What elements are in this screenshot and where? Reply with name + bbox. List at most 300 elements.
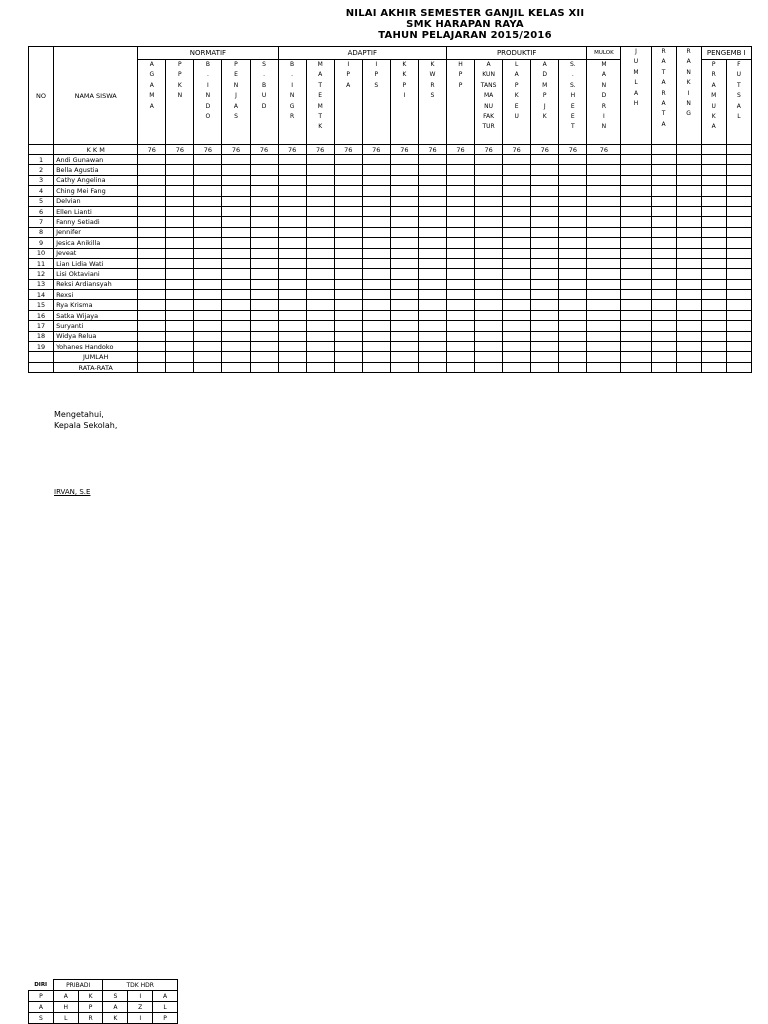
grade-cell[interactable] xyxy=(138,331,166,341)
grade-cell[interactable] xyxy=(475,331,503,341)
grade-cell[interactable] xyxy=(559,196,587,206)
grade-cell[interactable] xyxy=(222,217,250,227)
grade-cell[interactable] xyxy=(334,279,362,289)
grade-cell[interactable] xyxy=(587,186,621,196)
grade-cell[interactable] xyxy=(166,342,194,352)
grade-cell[interactable] xyxy=(222,206,250,216)
grade-cell[interactable] xyxy=(676,269,701,279)
grade-cell[interactable] xyxy=(278,217,306,227)
grade-cell[interactable] xyxy=(138,248,166,258)
grade-cell[interactable] xyxy=(362,165,390,175)
grade-cell[interactable] xyxy=(559,165,587,175)
grade-cell[interactable] xyxy=(166,165,194,175)
grade-cell[interactable] xyxy=(222,290,250,300)
grade-cell[interactable] xyxy=(362,342,390,352)
grade-cell[interactable] xyxy=(701,175,726,185)
grade-cell[interactable] xyxy=(587,310,621,320)
grade-cell[interactable] xyxy=(531,290,559,300)
grade-cell[interactable] xyxy=(166,175,194,185)
grade-cell[interactable] xyxy=(222,248,250,258)
grade-cell[interactable] xyxy=(676,186,701,196)
grade-cell[interactable] xyxy=(726,342,751,352)
grade-cell[interactable] xyxy=(621,310,651,320)
grade-cell[interactable] xyxy=(418,321,446,331)
grade-cell[interactable] xyxy=(250,279,278,289)
grade-cell[interactable] xyxy=(278,279,306,289)
grade-cell[interactable] xyxy=(250,290,278,300)
grade-cell[interactable] xyxy=(418,331,446,341)
grade-cell[interactable] xyxy=(676,227,701,237)
grade-cell[interactable] xyxy=(306,227,334,237)
grade-cell[interactable] xyxy=(166,155,194,165)
grade-cell[interactable] xyxy=(334,196,362,206)
grade-cell[interactable] xyxy=(166,206,194,216)
grade-cell[interactable] xyxy=(587,206,621,216)
grade-cell[interactable] xyxy=(475,269,503,279)
grade-cell[interactable] xyxy=(676,321,701,331)
grade-cell[interactable] xyxy=(390,175,418,185)
grade-cell[interactable] xyxy=(531,269,559,279)
grade-cell[interactable] xyxy=(726,279,751,289)
grade-cell[interactable] xyxy=(306,310,334,320)
grade-cell[interactable] xyxy=(503,300,531,310)
grade-cell[interactable] xyxy=(222,175,250,185)
grade-cell[interactable] xyxy=(194,165,222,175)
grade-cell[interactable] xyxy=(194,186,222,196)
grade-cell[interactable] xyxy=(531,175,559,185)
grade-cell[interactable] xyxy=(651,227,676,237)
grade-cell[interactable] xyxy=(651,279,676,289)
grade-cell[interactable] xyxy=(726,217,751,227)
grade-cell[interactable] xyxy=(621,321,651,331)
grade-cell[interactable] xyxy=(222,186,250,196)
grade-cell[interactable] xyxy=(701,279,726,289)
grade-cell[interactable] xyxy=(306,175,334,185)
grade-cell[interactable] xyxy=(587,248,621,258)
grade-cell[interactable] xyxy=(306,165,334,175)
grade-cell[interactable] xyxy=(559,310,587,320)
grade-cell[interactable] xyxy=(222,196,250,206)
grade-cell[interactable] xyxy=(503,165,531,175)
grade-cell[interactable] xyxy=(621,196,651,206)
grade-cell[interactable] xyxy=(250,206,278,216)
grade-cell[interactable] xyxy=(676,238,701,248)
grade-cell[interactable] xyxy=(475,155,503,165)
grade-cell[interactable] xyxy=(278,331,306,341)
grade-cell[interactable] xyxy=(475,342,503,352)
grade-cell[interactable] xyxy=(390,279,418,289)
grade-cell[interactable] xyxy=(503,238,531,248)
grade-cell[interactable] xyxy=(138,310,166,320)
grade-cell[interactable] xyxy=(651,300,676,310)
grade-cell[interactable] xyxy=(726,269,751,279)
grade-cell[interactable] xyxy=(559,175,587,185)
grade-cell[interactable] xyxy=(138,206,166,216)
grade-cell[interactable] xyxy=(475,206,503,216)
grade-cell[interactable] xyxy=(278,196,306,206)
grade-cell[interactable] xyxy=(390,269,418,279)
grade-cell[interactable] xyxy=(676,258,701,268)
grade-cell[interactable] xyxy=(701,248,726,258)
grade-cell[interactable] xyxy=(390,248,418,258)
grade-cell[interactable] xyxy=(531,248,559,258)
grade-cell[interactable] xyxy=(587,165,621,175)
grade-cell[interactable] xyxy=(138,300,166,310)
grade-cell[interactable] xyxy=(418,206,446,216)
grade-cell[interactable] xyxy=(587,175,621,185)
grade-cell[interactable] xyxy=(475,321,503,331)
grade-cell[interactable] xyxy=(138,238,166,248)
grade-cell[interactable] xyxy=(362,279,390,289)
grade-cell[interactable] xyxy=(531,165,559,175)
grade-cell[interactable] xyxy=(701,196,726,206)
grade-cell[interactable] xyxy=(418,238,446,248)
grade-cell[interactable] xyxy=(531,258,559,268)
grade-cell[interactable] xyxy=(503,175,531,185)
grade-cell[interactable] xyxy=(559,155,587,165)
grade-cell[interactable] xyxy=(306,206,334,216)
grade-cell[interactable] xyxy=(475,165,503,175)
grade-cell[interactable] xyxy=(676,248,701,258)
grade-cell[interactable] xyxy=(194,206,222,216)
grade-cell[interactable] xyxy=(194,196,222,206)
grade-cell[interactable] xyxy=(194,279,222,289)
grade-cell[interactable] xyxy=(651,310,676,320)
grade-cell[interactable] xyxy=(222,310,250,320)
grade-cell[interactable] xyxy=(390,300,418,310)
grade-cell[interactable] xyxy=(362,290,390,300)
grade-cell[interactable] xyxy=(138,227,166,237)
grade-cell[interactable] xyxy=(587,217,621,227)
grade-cell[interactable] xyxy=(701,331,726,341)
grade-cell[interactable] xyxy=(503,342,531,352)
grade-cell[interactable] xyxy=(138,155,166,165)
grade-cell[interactable] xyxy=(651,155,676,165)
grade-cell[interactable] xyxy=(651,290,676,300)
grade-cell[interactable] xyxy=(250,300,278,310)
grade-cell[interactable] xyxy=(676,310,701,320)
grade-cell[interactable] xyxy=(418,175,446,185)
grade-cell[interactable] xyxy=(334,165,362,175)
grade-cell[interactable] xyxy=(138,269,166,279)
grade-cell[interactable] xyxy=(166,186,194,196)
grade-cell[interactable] xyxy=(306,196,334,206)
grade-cell[interactable] xyxy=(701,258,726,268)
grade-cell[interactable] xyxy=(222,238,250,248)
grade-cell[interactable] xyxy=(362,196,390,206)
grade-cell[interactable] xyxy=(676,300,701,310)
grade-cell[interactable] xyxy=(587,290,621,300)
grade-cell[interactable] xyxy=(306,279,334,289)
grade-cell[interactable] xyxy=(621,227,651,237)
grade-cell[interactable] xyxy=(447,196,475,206)
grade-cell[interactable] xyxy=(726,290,751,300)
grade-cell[interactable] xyxy=(447,186,475,196)
grade-cell[interactable] xyxy=(362,258,390,268)
grade-cell[interactable] xyxy=(278,206,306,216)
grade-cell[interactable] xyxy=(334,175,362,185)
grade-cell[interactable] xyxy=(531,342,559,352)
grade-cell[interactable] xyxy=(621,155,651,165)
grade-cell[interactable] xyxy=(701,269,726,279)
grade-cell[interactable] xyxy=(531,321,559,331)
grade-cell[interactable] xyxy=(676,342,701,352)
grade-cell[interactable] xyxy=(194,155,222,165)
grade-cell[interactable] xyxy=(447,238,475,248)
grade-cell[interactable] xyxy=(306,269,334,279)
grade-cell[interactable] xyxy=(390,206,418,216)
grade-cell[interactable] xyxy=(250,310,278,320)
grade-cell[interactable] xyxy=(334,331,362,341)
grade-cell[interactable] xyxy=(503,248,531,258)
grade-cell[interactable] xyxy=(531,310,559,320)
grade-cell[interactable] xyxy=(278,321,306,331)
grade-cell[interactable] xyxy=(447,248,475,258)
grade-cell[interactable] xyxy=(587,279,621,289)
grade-cell[interactable] xyxy=(531,217,559,227)
grade-cell[interactable] xyxy=(447,331,475,341)
grade-cell[interactable] xyxy=(222,300,250,310)
grade-cell[interactable] xyxy=(362,227,390,237)
grade-cell[interactable] xyxy=(701,310,726,320)
grade-cell[interactable] xyxy=(278,227,306,237)
grade-cell[interactable] xyxy=(587,196,621,206)
grade-cell[interactable] xyxy=(475,258,503,268)
grade-cell[interactable] xyxy=(194,331,222,341)
grade-cell[interactable] xyxy=(418,342,446,352)
grade-cell[interactable] xyxy=(676,175,701,185)
grade-cell[interactable] xyxy=(559,238,587,248)
grade-cell[interactable] xyxy=(250,186,278,196)
grade-cell[interactable] xyxy=(166,238,194,248)
grade-cell[interactable] xyxy=(559,342,587,352)
grade-cell[interactable] xyxy=(250,165,278,175)
grade-cell[interactable] xyxy=(726,331,751,341)
grade-cell[interactable] xyxy=(651,331,676,341)
grade-cell[interactable] xyxy=(362,300,390,310)
grade-cell[interactable] xyxy=(726,206,751,216)
grade-cell[interactable] xyxy=(676,217,701,227)
grade-cell[interactable] xyxy=(651,258,676,268)
grade-cell[interactable] xyxy=(726,196,751,206)
grade-cell[interactable] xyxy=(390,165,418,175)
grade-cell[interactable] xyxy=(531,300,559,310)
grade-cell[interactable] xyxy=(651,248,676,258)
grade-cell[interactable] xyxy=(250,269,278,279)
grade-cell[interactable] xyxy=(390,227,418,237)
grade-cell[interactable] xyxy=(194,321,222,331)
grade-cell[interactable] xyxy=(334,186,362,196)
grade-cell[interactable] xyxy=(138,342,166,352)
grade-cell[interactable] xyxy=(194,300,222,310)
grade-cell[interactable] xyxy=(701,155,726,165)
grade-cell[interactable] xyxy=(334,206,362,216)
grade-cell[interactable] xyxy=(701,342,726,352)
grade-cell[interactable] xyxy=(621,238,651,248)
grade-cell[interactable] xyxy=(390,258,418,268)
grade-cell[interactable] xyxy=(306,290,334,300)
grade-cell[interactable] xyxy=(676,331,701,341)
grade-cell[interactable] xyxy=(447,321,475,331)
grade-cell[interactable] xyxy=(306,238,334,248)
grade-cell[interactable] xyxy=(138,279,166,289)
grade-cell[interactable] xyxy=(278,290,306,300)
grade-cell[interactable] xyxy=(676,165,701,175)
grade-cell[interactable] xyxy=(447,269,475,279)
grade-cell[interactable] xyxy=(166,300,194,310)
grade-cell[interactable] xyxy=(447,300,475,310)
grade-cell[interactable] xyxy=(362,331,390,341)
grade-cell[interactable] xyxy=(621,331,651,341)
grade-cell[interactable] xyxy=(362,248,390,258)
grade-cell[interactable] xyxy=(278,155,306,165)
grade-cell[interactable] xyxy=(503,258,531,268)
grade-cell[interactable] xyxy=(447,258,475,268)
grade-cell[interactable] xyxy=(587,331,621,341)
grade-cell[interactable] xyxy=(222,331,250,341)
grade-cell[interactable] xyxy=(503,321,531,331)
grade-cell[interactable] xyxy=(166,217,194,227)
grade-cell[interactable] xyxy=(194,269,222,279)
grade-cell[interactable] xyxy=(362,206,390,216)
grade-cell[interactable] xyxy=(222,258,250,268)
grade-cell[interactable] xyxy=(447,290,475,300)
grade-cell[interactable] xyxy=(621,217,651,227)
grade-cell[interactable] xyxy=(194,175,222,185)
grade-cell[interactable] xyxy=(222,279,250,289)
grade-cell[interactable] xyxy=(138,175,166,185)
grade-cell[interactable] xyxy=(334,258,362,268)
grade-cell[interactable] xyxy=(559,217,587,227)
grade-cell[interactable] xyxy=(726,258,751,268)
grade-cell[interactable] xyxy=(390,310,418,320)
grade-cell[interactable] xyxy=(418,310,446,320)
grade-cell[interactable] xyxy=(651,186,676,196)
grade-cell[interactable] xyxy=(676,206,701,216)
grade-cell[interactable] xyxy=(701,290,726,300)
grade-cell[interactable] xyxy=(250,331,278,341)
grade-cell[interactable] xyxy=(306,258,334,268)
grade-cell[interactable] xyxy=(587,269,621,279)
grade-cell[interactable] xyxy=(250,238,278,248)
grade-cell[interactable] xyxy=(138,196,166,206)
grade-cell[interactable] xyxy=(250,217,278,227)
grade-cell[interactable] xyxy=(278,310,306,320)
grade-cell[interactable] xyxy=(701,206,726,216)
grade-cell[interactable] xyxy=(138,258,166,268)
grade-cell[interactable] xyxy=(621,175,651,185)
grade-cell[interactable] xyxy=(278,269,306,279)
grade-cell[interactable] xyxy=(418,248,446,258)
grade-cell[interactable] xyxy=(166,269,194,279)
grade-cell[interactable] xyxy=(587,227,621,237)
grade-cell[interactable] xyxy=(651,238,676,248)
grade-cell[interactable] xyxy=(701,165,726,175)
grade-cell[interactable] xyxy=(726,238,751,248)
grade-cell[interactable] xyxy=(447,227,475,237)
grade-cell[interactable] xyxy=(334,342,362,352)
grade-cell[interactable] xyxy=(390,290,418,300)
grade-cell[interactable] xyxy=(503,217,531,227)
grade-cell[interactable] xyxy=(306,300,334,310)
grade-cell[interactable] xyxy=(390,217,418,227)
grade-cell[interactable] xyxy=(531,186,559,196)
grade-cell[interactable] xyxy=(475,238,503,248)
grade-cell[interactable] xyxy=(390,331,418,341)
grade-cell[interactable] xyxy=(651,165,676,175)
grade-cell[interactable] xyxy=(447,279,475,289)
grade-cell[interactable] xyxy=(222,165,250,175)
grade-cell[interactable] xyxy=(503,269,531,279)
grade-cell[interactable] xyxy=(306,155,334,165)
grade-cell[interactable] xyxy=(531,279,559,289)
grade-cell[interactable] xyxy=(390,321,418,331)
grade-cell[interactable] xyxy=(278,248,306,258)
grade-cell[interactable] xyxy=(475,248,503,258)
grade-cell[interactable] xyxy=(531,331,559,341)
grade-cell[interactable] xyxy=(194,227,222,237)
grade-cell[interactable] xyxy=(418,279,446,289)
grade-cell[interactable] xyxy=(362,238,390,248)
grade-cell[interactable] xyxy=(278,258,306,268)
grade-cell[interactable] xyxy=(531,227,559,237)
grade-cell[interactable] xyxy=(651,175,676,185)
grade-cell[interactable] xyxy=(250,258,278,268)
grade-cell[interactable] xyxy=(362,269,390,279)
grade-cell[interactable] xyxy=(278,300,306,310)
grade-cell[interactable] xyxy=(587,155,621,165)
grade-cell[interactable] xyxy=(475,217,503,227)
grade-cell[interactable] xyxy=(222,269,250,279)
grade-cell[interactable] xyxy=(306,248,334,258)
grade-cell[interactable] xyxy=(475,227,503,237)
grade-cell[interactable] xyxy=(306,321,334,331)
grade-cell[interactable] xyxy=(362,217,390,227)
grade-cell[interactable] xyxy=(334,227,362,237)
grade-cell[interactable] xyxy=(306,331,334,341)
grade-cell[interactable] xyxy=(559,321,587,331)
grade-cell[interactable] xyxy=(651,206,676,216)
grade-cell[interactable] xyxy=(166,290,194,300)
grade-cell[interactable] xyxy=(194,248,222,258)
grade-cell[interactable] xyxy=(503,279,531,289)
grade-cell[interactable] xyxy=(559,227,587,237)
grade-cell[interactable] xyxy=(166,331,194,341)
grade-cell[interactable] xyxy=(559,279,587,289)
grade-cell[interactable] xyxy=(475,300,503,310)
grade-cell[interactable] xyxy=(447,310,475,320)
grade-cell[interactable] xyxy=(334,290,362,300)
grade-cell[interactable] xyxy=(138,290,166,300)
grade-cell[interactable] xyxy=(278,342,306,352)
grade-cell[interactable] xyxy=(475,290,503,300)
grade-cell[interactable] xyxy=(418,290,446,300)
grade-cell[interactable] xyxy=(676,290,701,300)
grade-cell[interactable] xyxy=(651,196,676,206)
grade-cell[interactable] xyxy=(334,248,362,258)
grade-cell[interactable] xyxy=(651,321,676,331)
grade-cell[interactable] xyxy=(362,310,390,320)
grade-cell[interactable] xyxy=(726,155,751,165)
grade-cell[interactable] xyxy=(138,217,166,227)
grade-cell[interactable] xyxy=(676,155,701,165)
grade-cell[interactable] xyxy=(701,300,726,310)
grade-cell[interactable] xyxy=(587,258,621,268)
grade-cell[interactable] xyxy=(166,258,194,268)
grade-cell[interactable] xyxy=(362,321,390,331)
grade-cell[interactable] xyxy=(503,206,531,216)
grade-cell[interactable] xyxy=(194,290,222,300)
